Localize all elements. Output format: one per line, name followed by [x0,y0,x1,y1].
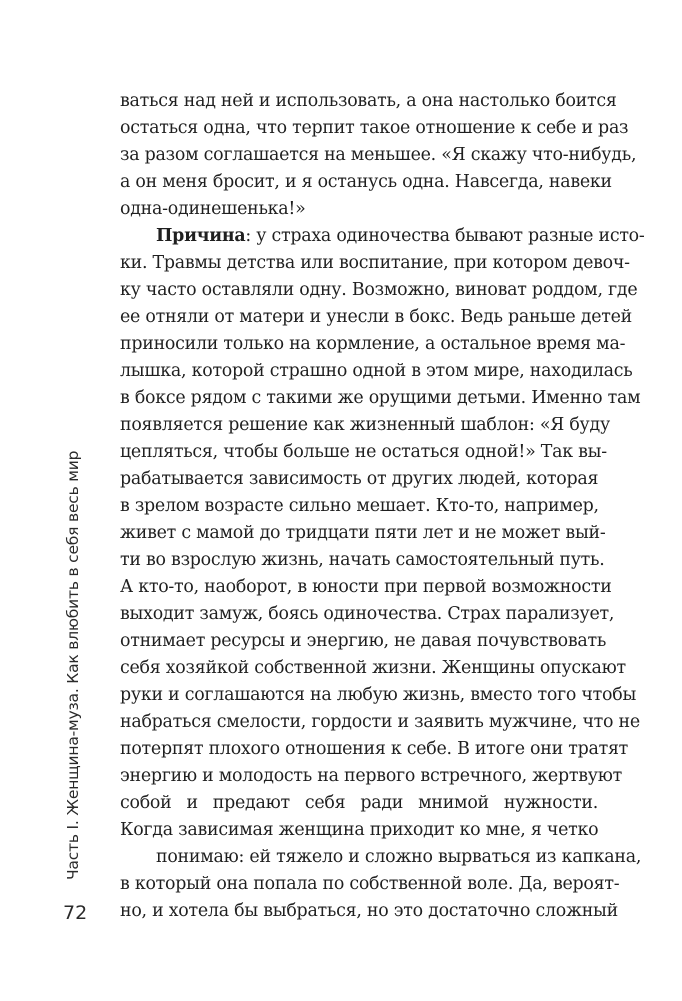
body-text [120,88,645,952]
text-line: живет с мамой до тридцати пяти лет и не может вый- [120,523,606,543]
text-line: но, и хотела бы выбраться, но это достаточно сложный [120,901,618,921]
text-line: ки. Травмы детства или воспитание, при котором девоч- [120,253,630,273]
text-line: в боксе рядом с такими же орущими детьми. Именно там [120,388,641,408]
text-line: цепляться, чтобы больше не остаться одной!» Так вы- [120,442,607,462]
text-line: в который она попала по собственной воле. Да, вероят- [120,874,620,894]
text-line: в зрелом возрасте сильно мешает. Кто-то, например, [120,496,599,516]
text-line: Когда зависимая женщина приходит ко мне, я четко [120,820,599,840]
text-line-rest: : у страха одиночества бывают разные исто- [245,226,645,246]
text-line: ваться над ней и использовать, а она настолько боится [120,91,617,111]
text-line: отнимает ресурсы и энергию, не давая почувствовать [120,631,607,651]
paragraph-keyword: Причина [156,226,246,246]
text-line: выходит замуж, боясь одиночества. Страх парализует, [120,604,615,624]
text-line: приносили только на кормление, а остальное время ма- [120,334,626,354]
text-line: энергию и молодость на первого встречного, жертвуют [120,766,623,786]
running-head: Часть I. Женщина-муза. Как влюбить в себя весь мир [64,450,82,880]
text-line: себя хозяйкой собственной жизни. Женщины опускают [120,658,626,678]
text-line: ее отняли от матери и унесли в бокс. Ведь раньше детей [120,307,632,327]
text-line: понимаю: ей тяжело и сложно вырваться из капкана, [156,847,642,867]
text-line [120,925,598,952]
text-line: руки и соглашаются на любую жизнь, вместо того чтобы [120,685,637,705]
text-line: за разом соглашается на меньшее. «Я скажу что-нибудь, [120,145,637,165]
text-line: остаться одна, что терпит такое отношение к себе и раз [120,118,629,138]
page-number: 72 [63,902,88,924]
text-line: собой и предают себя ради мнимой нужности. [120,793,598,813]
text-line: ку часто оставляли одну. Возможно, виноват роддом, где [120,280,638,300]
text-line: лышка, которой страшно одной в этом мире, находилась [120,361,633,381]
text-line: А кто-то, наоборот, в юности при первой возможности [120,577,612,597]
text-line: ти во взрослую жизнь, начать самостоятельный путь. [120,550,605,570]
text-line: одна-одинешенька!» [120,199,306,219]
text-line: появляется решение как жизненный шаблон: «Я буду [120,415,610,435]
text-line: набраться смелости, гордости и заявить мужчине, что не [120,712,640,732]
text-line: а он меня бросит, и я останусь одна. Навсегда, навеки [120,172,612,192]
text-line: потерпят плохого отношения к себе. В итоге они тратят [120,739,629,759]
text-line [120,223,645,250]
text-line: рабатывается зависимость от других людей, которая [120,469,599,489]
